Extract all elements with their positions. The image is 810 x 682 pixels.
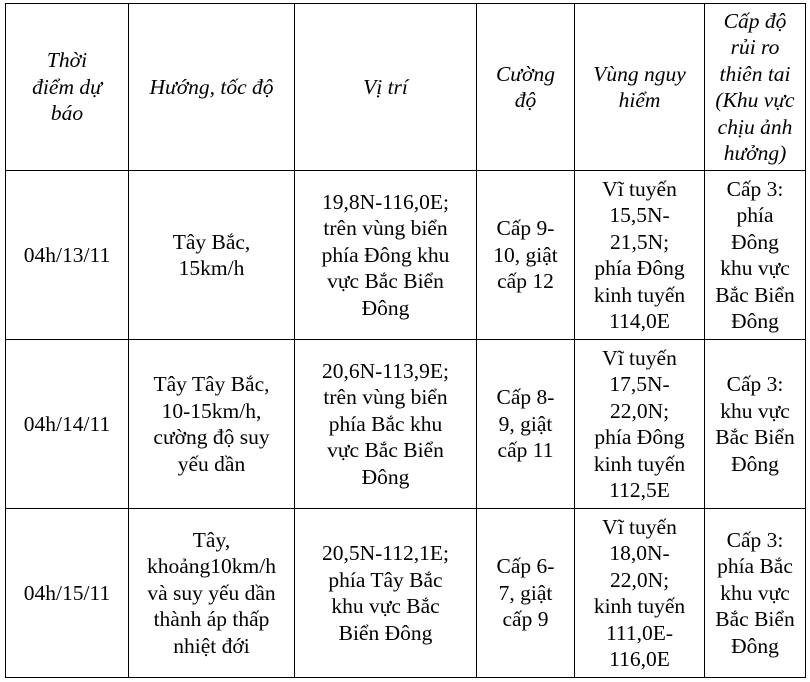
cell-danger-zone: Vĩ tuyến 17,5N- 22,0N; phía Đông kinh tuyến 112,5E: [575, 340, 705, 509]
cell-risk-level: Cấp 3: khu vực Bắc Biển Đông: [705, 340, 806, 509]
header-danger-zone: Vùng nguy hiểm: [575, 4, 705, 171]
cell-position: 20,6N-113,9E; trên vùng biển phía Bắc khu vực Bắc Biển Đông: [295, 340, 477, 509]
cell-time: 04h/15/11: [6, 509, 129, 678]
cell-direction: Tây Tây Bắc, 10-15km/h, cường độ suy yếu dần: [129, 340, 295, 509]
cell-direction: Tây, khoảng10km/h và suy yếu dần thành áp thấp nhiệt đới: [129, 509, 295, 678]
cell-time: 04h/14/11: [6, 340, 129, 509]
table-row: [6, 171, 806, 340]
table-header-row: [6, 4, 806, 171]
cell-intensity: Cấp 9- 10, giật cấp 12: [477, 171, 575, 340]
cell-risk-level: Cấp 3: phía Bắc khu vực Bắc Biển Đông: [705, 509, 806, 678]
cell-time: 04h/13/11: [6, 171, 129, 340]
cell-intensity: Cấp 6- 7, giật cấp 9: [477, 509, 575, 678]
cell-position: 19,8N-116,0E; trên vùng biển phía Đông khu vực Bắc Biển Đông: [295, 171, 477, 340]
header-forecast-time: Thời điểm dự báo: [6, 4, 129, 171]
cell-direction: Tây Bắc, 15km/h: [129, 171, 295, 340]
cell-danger-zone: Vĩ tuyến 15,5N- 21,5N; phía Đông kinh tuyến 114,0E: [575, 171, 705, 340]
table-row: [6, 340, 806, 509]
header-position: Vị trí: [295, 4, 477, 171]
header-direction-speed: Hướng, tốc độ: [129, 4, 295, 171]
cell-danger-zone: Vĩ tuyến 18,0N- 22,0N; kinh tuyến 111,0E- 116,0E: [575, 509, 705, 678]
forecast-table: [5, 3, 806, 678]
header-risk-level: Cấp độ rủi ro thiên tai (Khu vực chịu ảnh hưởng): [705, 4, 806, 171]
table-row: [6, 509, 806, 678]
header-intensity: Cường độ: [477, 4, 575, 171]
cell-risk-level: Cấp 3: phía Đông khu vực Bắc Biển Đông: [705, 171, 806, 340]
cell-intensity: Cấp 8- 9, giật cấp 11: [477, 340, 575, 509]
cell-position: 20,5N-112,1E; phía Tây Bắc khu vực Bắc Biển Đông: [295, 509, 477, 678]
